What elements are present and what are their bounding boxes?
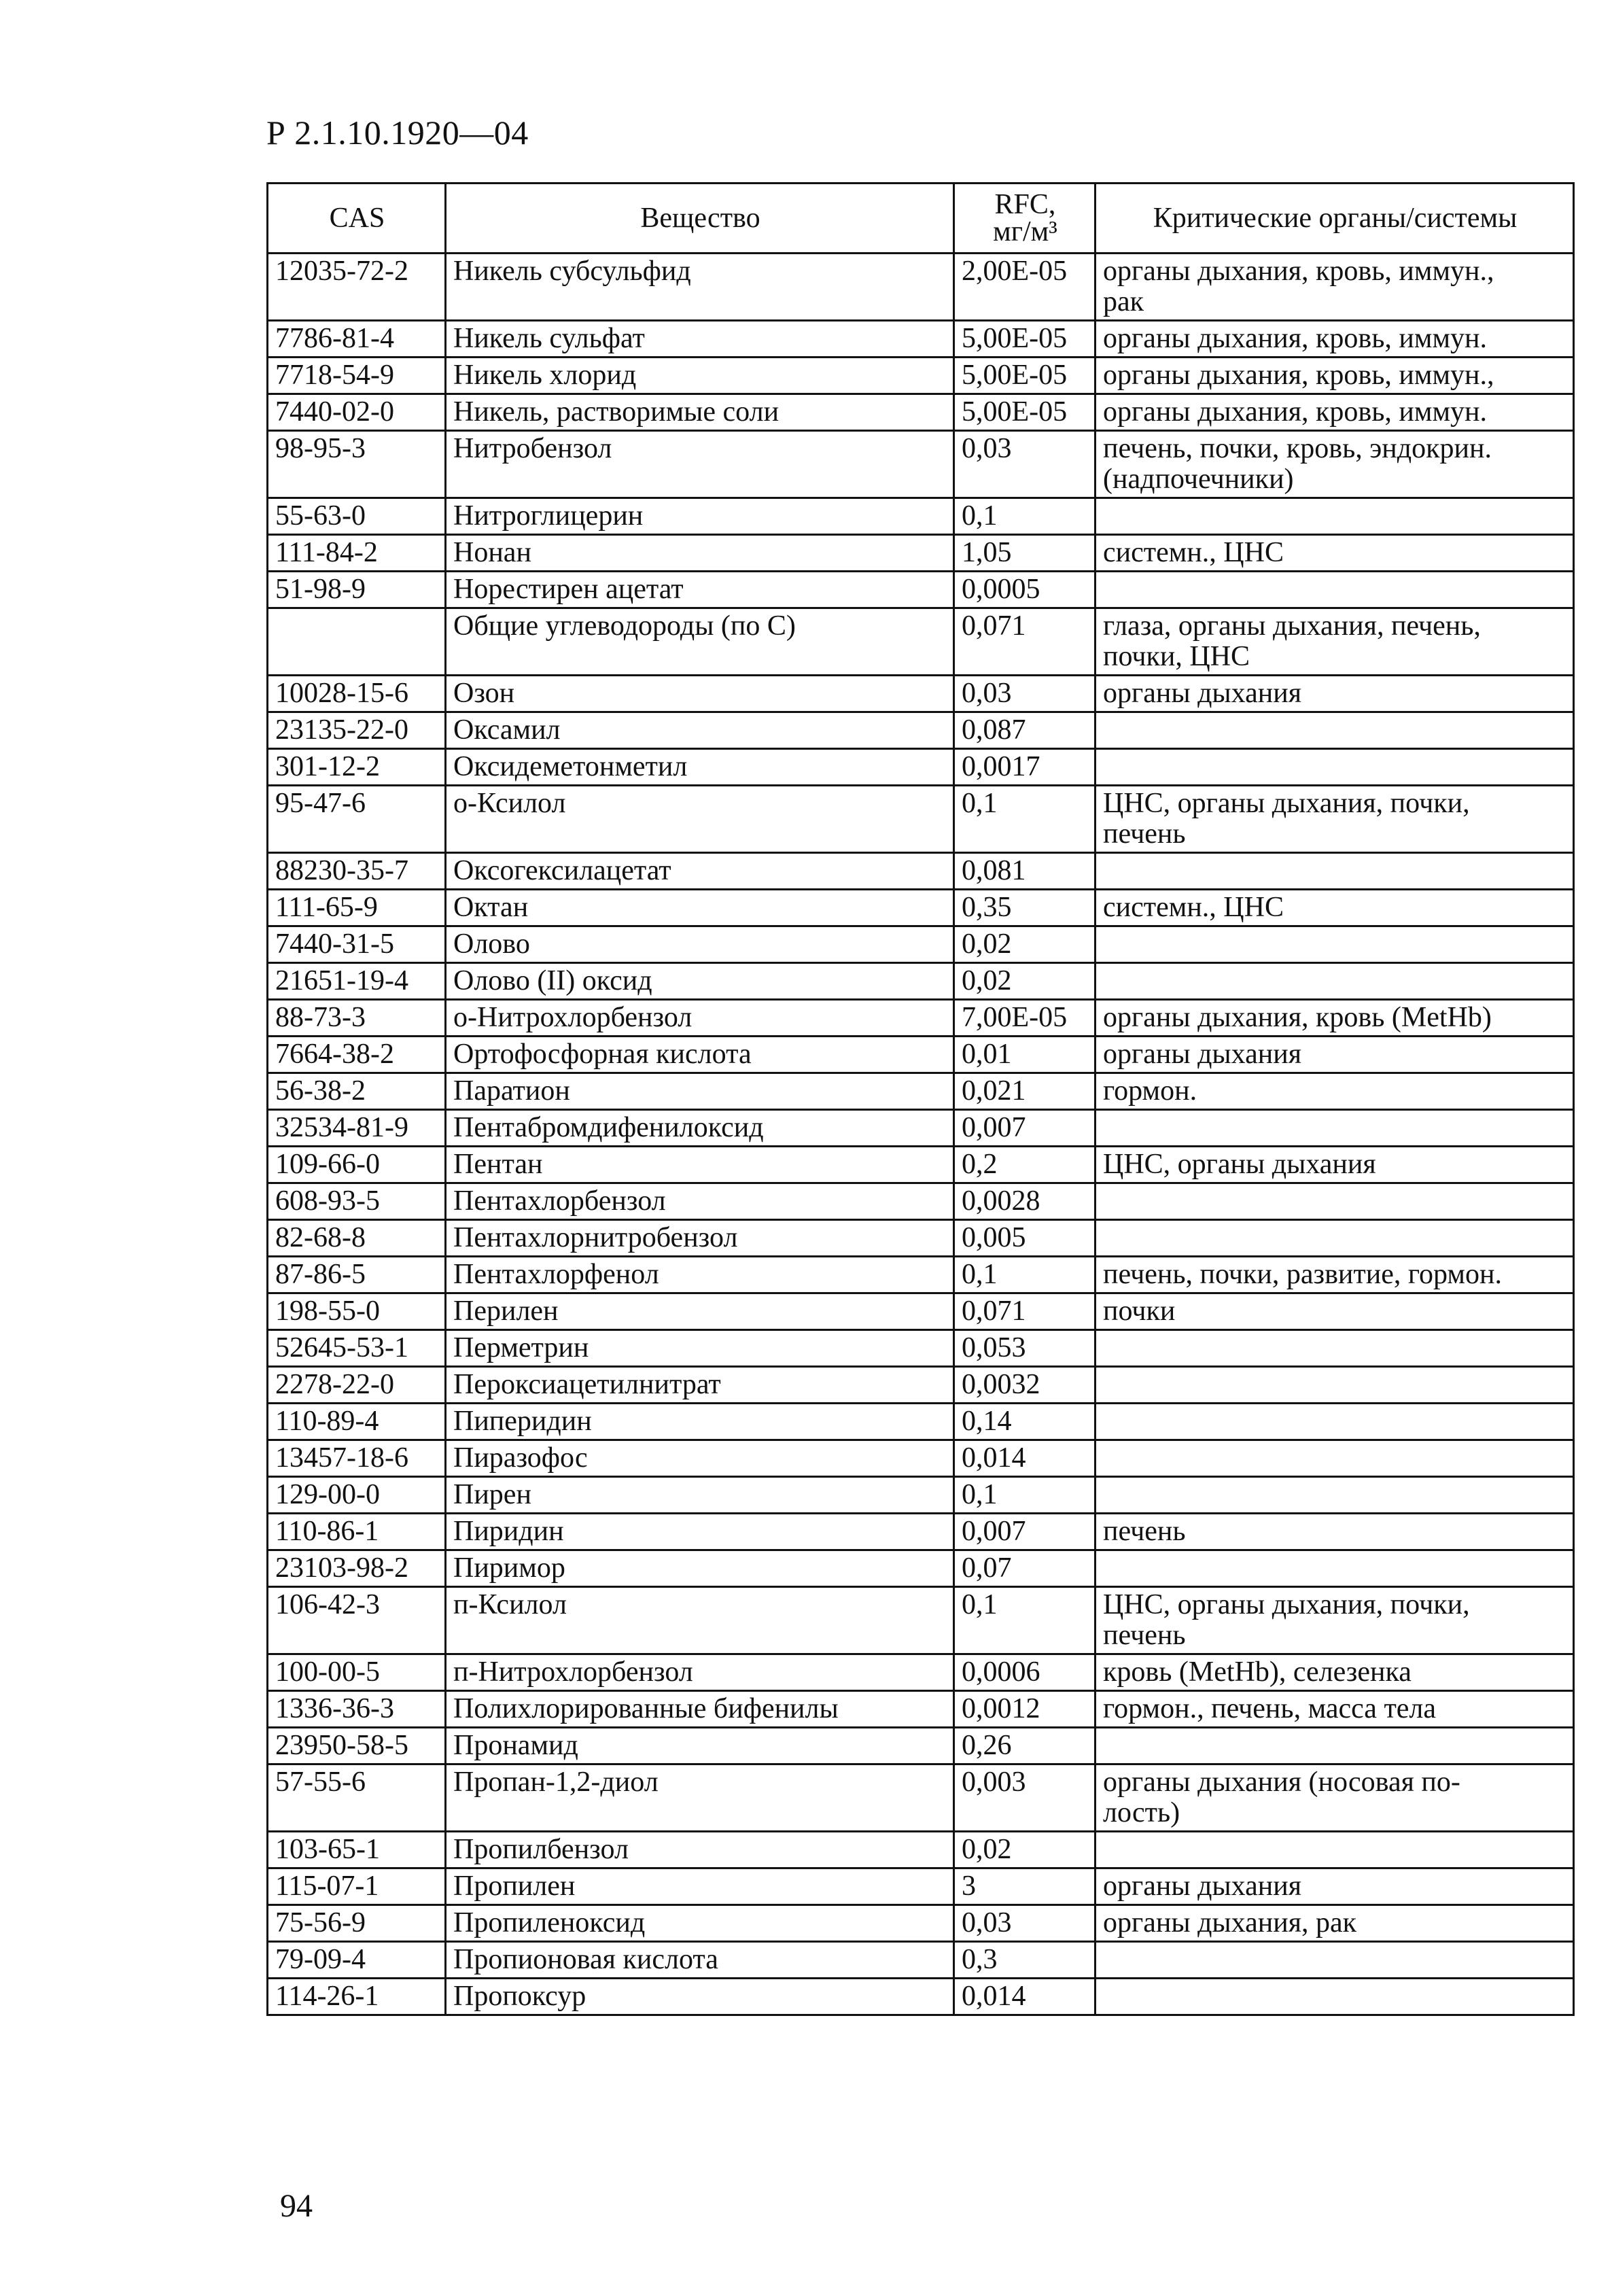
cas-cell: 110-86-1 xyxy=(268,1514,446,1550)
critical-organs-cell: органы дыхания, кровь, иммун. xyxy=(1096,321,1574,358)
column-header-critical-organs: Критические органы/системы xyxy=(1096,184,1574,254)
rfc-cell: 1,05 xyxy=(954,535,1096,572)
substance-cell: Пиримор xyxy=(446,1550,954,1587)
critical-organs-cell: гормон. xyxy=(1096,1073,1574,1110)
rfc-cell: 0,35 xyxy=(954,890,1096,926)
critical-organs-cell xyxy=(1096,1404,1574,1440)
substance-cell: Паратион xyxy=(446,1073,954,1110)
table-row xyxy=(268,572,1574,608)
cas-cell: 57-55-6 xyxy=(268,1764,446,1832)
table-row xyxy=(268,358,1574,394)
rfc-cell: 0,03 xyxy=(954,1905,1096,1942)
critical-organs-cell xyxy=(1096,1477,1574,1514)
table-row xyxy=(268,1587,1574,1654)
table-row xyxy=(268,1220,1574,1257)
substance-cell: Пропан-1,2-диол xyxy=(446,1764,954,1832)
critical-organs-cell: органы дыхания, рак xyxy=(1096,1905,1574,1942)
rfc-cell: 0,0028 xyxy=(954,1183,1096,1220)
table-row xyxy=(268,749,1574,786)
cas-cell xyxy=(268,608,446,676)
table-row xyxy=(268,926,1574,963)
cas-cell: 7440-02-0 xyxy=(268,394,446,431)
rfc-cell: 5,00E-05 xyxy=(954,394,1096,431)
column-header-cas: CAS xyxy=(268,184,446,254)
rfc-cell: 0,071 xyxy=(954,1293,1096,1330)
cas-cell: 98-95-3 xyxy=(268,431,446,498)
column-header-rfc: RFC, мг/м³ xyxy=(954,184,1096,254)
substance-cell: Никель, растворимые соли xyxy=(446,394,954,431)
column-header-substance: Вещество xyxy=(446,184,954,254)
cas-cell: 10028-15-6 xyxy=(268,676,446,712)
critical-organs-cell: ЦНС, органы дыхания, почки, печень xyxy=(1096,1587,1574,1654)
cas-cell: 301-12-2 xyxy=(268,749,446,786)
critical-organs-cell xyxy=(1096,498,1574,535)
critical-organs-cell: органы дыхания, кровь, иммун. xyxy=(1096,394,1574,431)
substance-cell: Общие углеводороды (по С) xyxy=(446,608,954,676)
critical-organs-cell: печень, почки, кровь, эндокрин. (надпочечники) xyxy=(1096,431,1574,498)
substance-cell: Норестирен ацетат xyxy=(446,572,954,608)
substance-cell: Никель сульфат xyxy=(446,321,954,358)
table-row xyxy=(268,1293,1574,1330)
table-row xyxy=(268,1037,1574,1073)
rfc-cell: 5,00E-05 xyxy=(954,321,1096,358)
substance-cell: Олово xyxy=(446,926,954,963)
substance-cell: Пентахлорнитробензол xyxy=(446,1220,954,1257)
rfc-cell: 0,1 xyxy=(954,1587,1096,1654)
critical-organs-cell xyxy=(1096,1367,1574,1404)
table-row xyxy=(268,321,1574,358)
rfc-cell: 0,02 xyxy=(954,963,1096,1000)
substance-cell: Пероксиацетилнитрат xyxy=(446,1367,954,1404)
table-row xyxy=(268,1654,1574,1691)
substance-cell: Пиразофос xyxy=(446,1440,954,1477)
substance-cell: Полихлорированные бифенилы xyxy=(446,1691,954,1728)
critical-organs-cell xyxy=(1096,1832,1574,1868)
critical-organs-cell xyxy=(1096,853,1574,890)
cas-cell: 13457-18-6 xyxy=(268,1440,446,1477)
table-row xyxy=(268,1330,1574,1367)
critical-organs-cell xyxy=(1096,1110,1574,1147)
critical-organs-cell xyxy=(1096,749,1574,786)
rfc-cell: 0,14 xyxy=(954,1404,1096,1440)
cas-cell: 103-65-1 xyxy=(268,1832,446,1868)
cas-cell: 95-47-6 xyxy=(268,786,446,853)
critical-organs-cell: органы дыхания, кровь (MetHb) xyxy=(1096,1000,1574,1037)
table-row xyxy=(268,1000,1574,1037)
rfc-table xyxy=(266,182,1575,2016)
cas-cell: 111-84-2 xyxy=(268,535,446,572)
table-row xyxy=(268,1367,1574,1404)
table-row xyxy=(268,1764,1574,1832)
substance-cell: Пентахлорбензол xyxy=(446,1183,954,1220)
critical-organs-cell: печень xyxy=(1096,1514,1574,1550)
cas-cell: 109-66-0 xyxy=(268,1147,446,1183)
rfc-cell: 0,053 xyxy=(954,1330,1096,1367)
critical-organs-cell xyxy=(1096,572,1574,608)
cas-cell: 12035-72-2 xyxy=(268,254,446,321)
cas-cell: 129-00-0 xyxy=(268,1477,446,1514)
table-row xyxy=(268,1728,1574,1764)
rfc-cell: 0,02 xyxy=(954,1832,1096,1868)
rfc-cell: 0,03 xyxy=(954,676,1096,712)
table-row xyxy=(268,853,1574,890)
table-row xyxy=(268,1979,1574,2015)
critical-organs-cell xyxy=(1096,1942,1574,1979)
critical-organs-cell xyxy=(1096,1728,1574,1764)
rfc-cell: 0,0012 xyxy=(954,1691,1096,1728)
page-number: 94 xyxy=(280,2188,313,2224)
table-row xyxy=(268,1905,1574,1942)
critical-organs-cell xyxy=(1096,1183,1574,1220)
substance-cell: Оксогексилацетат xyxy=(446,853,954,890)
cas-cell: 51-98-9 xyxy=(268,572,446,608)
substance-cell: Нитроглицерин xyxy=(446,498,954,535)
rfc-cell: 0,1 xyxy=(954,786,1096,853)
substance-cell: п-Нитрохлорбензол xyxy=(446,1654,954,1691)
table-row xyxy=(268,1691,1574,1728)
rfc-cell: 0,1 xyxy=(954,1257,1096,1293)
cas-cell: 23950-58-5 xyxy=(268,1728,446,1764)
rfc-cell: 0,071 xyxy=(954,608,1096,676)
rfc-cell: 0,0017 xyxy=(954,749,1096,786)
table-row xyxy=(268,786,1574,853)
cas-cell: 88-73-3 xyxy=(268,1000,446,1037)
substance-cell: Пронамид xyxy=(446,1728,954,1764)
critical-organs-cell: системн., ЦНС xyxy=(1096,890,1574,926)
rfc-cell: 7,00E-05 xyxy=(954,1000,1096,1037)
critical-organs-cell: кровь (MetHb), селезенка xyxy=(1096,1654,1574,1691)
substance-cell: Оксидеметонметил xyxy=(446,749,954,786)
table-row xyxy=(268,394,1574,431)
critical-organs-cell xyxy=(1096,1440,1574,1477)
critical-organs-cell xyxy=(1096,926,1574,963)
cas-cell: 7786-81-4 xyxy=(268,321,446,358)
table-row xyxy=(268,1257,1574,1293)
critical-organs-cell: печень, почки, развитие, гормон. xyxy=(1096,1257,1574,1293)
rfc-cell: 0,081 xyxy=(954,853,1096,890)
cas-cell: 21651-19-4 xyxy=(268,963,446,1000)
cas-cell: 7440-31-5 xyxy=(268,926,446,963)
table-row xyxy=(268,890,1574,926)
substance-cell: Пропилен xyxy=(446,1868,954,1905)
rfc-cell: 0,1 xyxy=(954,498,1096,535)
table-row xyxy=(268,1550,1574,1587)
rfc-cell: 0,02 xyxy=(954,926,1096,963)
table-row xyxy=(268,1147,1574,1183)
table-row xyxy=(268,254,1574,321)
document-code: Р 2.1.10.1920—04 xyxy=(266,114,529,152)
cas-cell: 75-56-9 xyxy=(268,1905,446,1942)
substance-cell: Пиперидин xyxy=(446,1404,954,1440)
critical-organs-cell: ЦНС, органы дыхания, почки, печень xyxy=(1096,786,1574,853)
rfc-cell: 0,01 xyxy=(954,1037,1096,1073)
cas-cell: 2278-22-0 xyxy=(268,1367,446,1404)
critical-organs-cell: системн., ЦНС xyxy=(1096,535,1574,572)
rfc-cell: 0,005 xyxy=(954,1220,1096,1257)
cas-cell: 106-42-3 xyxy=(268,1587,446,1654)
table-row xyxy=(268,1514,1574,1550)
table-body xyxy=(268,254,1574,2015)
cas-cell: 110-89-4 xyxy=(268,1404,446,1440)
substance-cell: Пропоксур xyxy=(446,1979,954,2015)
rfc-cell: 0,1 xyxy=(954,1477,1096,1514)
table-row xyxy=(268,1477,1574,1514)
cas-cell: 115-07-1 xyxy=(268,1868,446,1905)
substance-cell: Пропиленоксид xyxy=(446,1905,954,1942)
rfc-cell: 0,003 xyxy=(954,1764,1096,1832)
critical-organs-cell: органы дыхания xyxy=(1096,1037,1574,1073)
rfc-cell: 0,03 xyxy=(954,431,1096,498)
critical-organs-cell xyxy=(1096,1979,1574,2015)
critical-organs-cell: органы дыхания xyxy=(1096,676,1574,712)
table-row xyxy=(268,535,1574,572)
substance-cell: Пиридин xyxy=(446,1514,954,1550)
table-row xyxy=(268,431,1574,498)
rfc-cell: 0,3 xyxy=(954,1942,1096,1979)
table-row xyxy=(268,1942,1574,1979)
cas-cell: 114-26-1 xyxy=(268,1979,446,2015)
substance-cell: Нонан xyxy=(446,535,954,572)
substance-cell: о-Ксилол xyxy=(446,786,954,853)
rfc-cell: 5,00E-05 xyxy=(954,358,1096,394)
rfc-cell: 0,26 xyxy=(954,1728,1096,1764)
table-row xyxy=(268,1183,1574,1220)
table-row xyxy=(268,1868,1574,1905)
rfc-cell: 3 xyxy=(954,1868,1096,1905)
critical-organs-cell: органы дыхания (носовая по- лость) xyxy=(1096,1764,1574,1832)
substance-cell: Пропилбензол xyxy=(446,1832,954,1868)
critical-organs-cell xyxy=(1096,712,1574,749)
cas-cell: 87-86-5 xyxy=(268,1257,446,1293)
rfc-cell: 0,007 xyxy=(954,1110,1096,1147)
substance-cell: Пентан xyxy=(446,1147,954,1183)
substance-cell: Октан xyxy=(446,890,954,926)
cas-cell: 1336-36-3 xyxy=(268,1691,446,1728)
substance-cell: Пропионовая кислота xyxy=(446,1942,954,1979)
critical-organs-cell: органы дыхания, кровь, иммун., рак xyxy=(1096,254,1574,321)
table-header-row xyxy=(268,184,1574,254)
cas-cell: 23103-98-2 xyxy=(268,1550,446,1587)
critical-organs-cell xyxy=(1096,1220,1574,1257)
critical-organs-cell xyxy=(1096,963,1574,1000)
rfc-cell: 0,007 xyxy=(954,1514,1096,1550)
rfc-cell: 0,0005 xyxy=(954,572,1096,608)
critical-organs-cell: ЦНС, органы дыхания xyxy=(1096,1147,1574,1183)
table-row xyxy=(268,676,1574,712)
cas-cell: 55-63-0 xyxy=(268,498,446,535)
critical-organs-cell xyxy=(1096,1330,1574,1367)
critical-organs-cell xyxy=(1096,1550,1574,1587)
substance-cell: Никель субсульфид xyxy=(446,254,954,321)
critical-organs-cell: органы дыхания xyxy=(1096,1868,1574,1905)
table-row xyxy=(268,712,1574,749)
cas-cell: 88230-35-7 xyxy=(268,853,446,890)
rfc-cell: 0,0006 xyxy=(954,1654,1096,1691)
cas-cell: 32534-81-9 xyxy=(268,1110,446,1147)
cas-cell: 100-00-5 xyxy=(268,1654,446,1691)
cas-cell: 198-55-0 xyxy=(268,1293,446,1330)
critical-organs-cell: органы дыхания, кровь, иммун., xyxy=(1096,358,1574,394)
cas-cell: 7664-38-2 xyxy=(268,1037,446,1073)
table-row xyxy=(268,1110,1574,1147)
cas-cell: 23135-22-0 xyxy=(268,712,446,749)
substance-cell: Перметрин xyxy=(446,1330,954,1367)
cas-cell: 7718-54-9 xyxy=(268,358,446,394)
substance-cell: Перилен xyxy=(446,1293,954,1330)
table-row xyxy=(268,1404,1574,1440)
substance-cell: Пентахлорфенол xyxy=(446,1257,954,1293)
cas-cell: 56-38-2 xyxy=(268,1073,446,1110)
cas-cell: 111-65-9 xyxy=(268,890,446,926)
substance-cell: Оксамил xyxy=(446,712,954,749)
rfc-cell: 0,014 xyxy=(954,1440,1096,1477)
critical-organs-cell: глаза, органы дыхания, печень, почки, ЦНС xyxy=(1096,608,1574,676)
substance-cell: о-Нитрохлорбензол xyxy=(446,1000,954,1037)
rfc-cell: 0,07 xyxy=(954,1550,1096,1587)
substance-cell: Пирен xyxy=(446,1477,954,1514)
critical-organs-cell: почки xyxy=(1096,1293,1574,1330)
substance-cell: Олово (II) оксид xyxy=(446,963,954,1000)
critical-organs-cell: гормон., печень, масса тела xyxy=(1096,1691,1574,1728)
substance-cell: Никель хлорид xyxy=(446,358,954,394)
rfc-cell: 0,0032 xyxy=(954,1367,1096,1404)
rfc-cell: 2,00E-05 xyxy=(954,254,1096,321)
rfc-cell: 0,014 xyxy=(954,1979,1096,2015)
table-row xyxy=(268,1832,1574,1868)
table-row xyxy=(268,608,1574,676)
cas-cell: 52645-53-1 xyxy=(268,1330,446,1367)
cas-cell: 79-09-4 xyxy=(268,1942,446,1979)
substance-cell: п-Ксилол xyxy=(446,1587,954,1654)
substance-cell: Пентабромдифенилоксид xyxy=(446,1110,954,1147)
table-row xyxy=(268,963,1574,1000)
cas-cell: 608-93-5 xyxy=(268,1183,446,1220)
rfc-cell: 0,021 xyxy=(954,1073,1096,1110)
substance-cell: Озон xyxy=(446,676,954,712)
cas-cell: 82-68-8 xyxy=(268,1220,446,1257)
table-row xyxy=(268,1073,1574,1110)
substance-cell: Ортофосфорная кислота xyxy=(446,1037,954,1073)
substance-cell: Нитробензол xyxy=(446,431,954,498)
table-row xyxy=(268,498,1574,535)
rfc-cell: 0,2 xyxy=(954,1147,1096,1183)
rfc-cell: 0,087 xyxy=(954,712,1096,749)
table-row xyxy=(268,1440,1574,1477)
